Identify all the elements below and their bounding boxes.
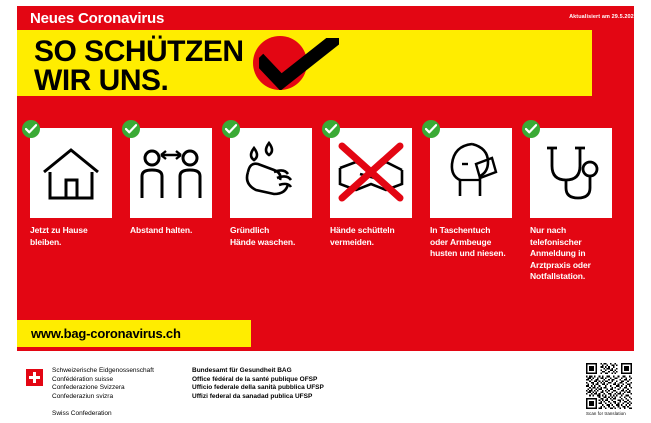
qr-code-icon[interactable] xyxy=(586,363,632,409)
bag-line-fr: Office fédéral de la santé publique OFSP xyxy=(192,375,318,383)
bag-line-de: Bundesamt für Gesundheit BAG xyxy=(192,367,292,374)
check-badge xyxy=(122,120,140,138)
title-line-1: SO SCHÜTZEN xyxy=(34,35,244,68)
measure-card-stay-home xyxy=(30,128,112,218)
confederation-line-fr: Confédération suisse xyxy=(52,375,114,383)
confederation-line-de: Schweizerische Eidgenossenschaft xyxy=(52,367,154,374)
check-badge xyxy=(222,120,240,138)
check-icon xyxy=(425,124,437,134)
distance-two-people-icon xyxy=(130,128,212,218)
check-badge xyxy=(322,120,340,138)
updated-date: Aktualisiert am 29.5.2020 xyxy=(569,14,637,20)
cough-into-tissue-icon xyxy=(430,128,512,218)
qr-code-block[interactable] xyxy=(586,363,634,416)
house-icon xyxy=(30,128,112,218)
check-icon xyxy=(525,124,537,134)
footer xyxy=(0,355,651,423)
stethoscope-icon xyxy=(530,128,612,218)
caption-stay-home: Jetzt zu Hause bleiben. xyxy=(30,225,88,247)
bag-names xyxy=(192,367,324,401)
caption-no-handshake: Hände schütteln vermeiden. xyxy=(330,225,395,247)
check-icon xyxy=(125,124,137,134)
no-handshake-icon xyxy=(330,128,412,218)
check-icon xyxy=(325,124,337,134)
measures-row xyxy=(30,128,615,228)
washing-hands-icon xyxy=(230,128,312,218)
bag-line-it: Ufficio federale della sanità pubblica UFSP xyxy=(192,384,324,392)
check-icon xyxy=(25,124,37,134)
caption-call-doctor: Nur nach telefonischer Anmeldung in Arztpraxis oder Notfallstation. xyxy=(530,225,591,281)
measure-card-cough-tissue xyxy=(430,128,512,218)
confederation-line-rm: Confederaziun svizra xyxy=(52,392,114,400)
headline-small: Neues Coronavirus xyxy=(30,10,165,27)
swiss-cross-logo xyxy=(26,369,43,386)
caption-cough-tissue: In Taschentuch oder Armbeuge husten und niesen. xyxy=(430,225,506,258)
side-code: 10.5.2020 xyxy=(639,170,645,195)
check-badge xyxy=(522,120,540,138)
confederation-names xyxy=(52,367,154,401)
measure-card-wash-hands xyxy=(230,128,312,218)
check-badge xyxy=(422,120,440,138)
measure-card-no-handshake xyxy=(330,128,412,218)
qr-code-label: Scan for translation xyxy=(586,411,626,416)
website-url-label: www.bag-coronavirus.ch xyxy=(31,326,181,341)
check-badge xyxy=(22,120,40,138)
measure-card-call-doctor xyxy=(530,128,612,218)
title-line-2: WIR UNS. xyxy=(34,64,169,97)
check-icon xyxy=(259,38,339,90)
bag-line-rm: Uffizi federal da sanadad publica UFSP xyxy=(192,392,313,400)
confederation-line-en: Swiss Confederation xyxy=(52,410,112,417)
caption-keep-distance: Abstand halten. xyxy=(130,225,193,235)
big-check-mark xyxy=(253,36,337,90)
website-url-pill[interactable] xyxy=(17,320,251,347)
measure-card-keep-distance xyxy=(130,128,212,218)
check-icon xyxy=(225,124,237,134)
confederation-line-it: Confederazione Svizzera xyxy=(52,384,125,392)
caption-wash-hands: Gründlich Hände waschen. xyxy=(230,225,296,247)
